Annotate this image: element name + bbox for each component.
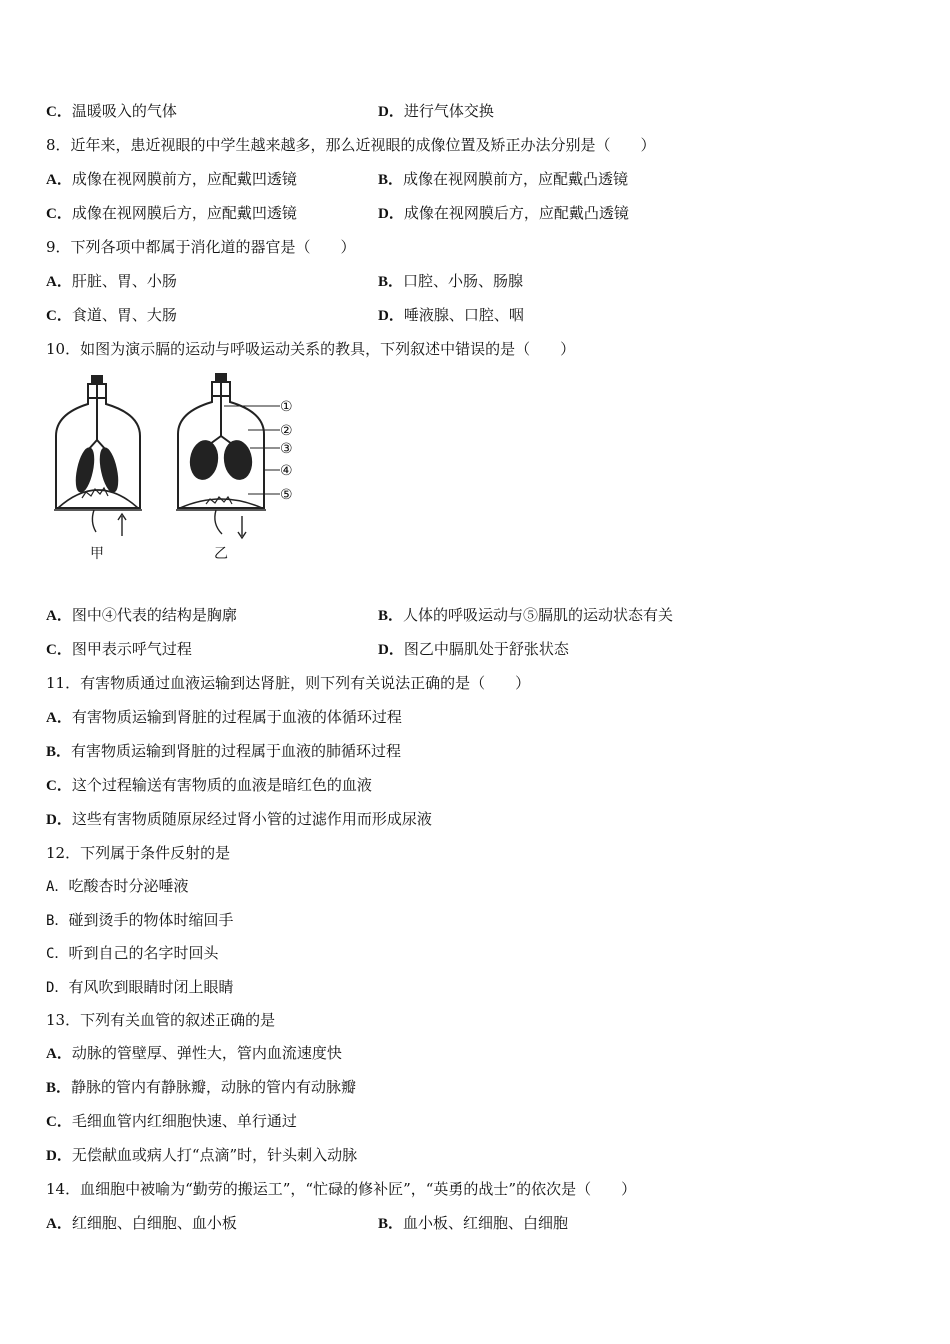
option-text: 听到自己的名字时回头 [68, 944, 219, 962]
q8-option-d [378, 201, 629, 225]
option-label: D． [378, 104, 404, 120]
option-label: C． [46, 1114, 72, 1130]
q13-stem: 13．下列有关血管的叙述正确的是 [46, 1011, 276, 1029]
option-label: D． [46, 812, 72, 828]
q10-option-b [378, 603, 673, 627]
q13-option-c [46, 1109, 297, 1133]
option-label: A． [46, 1046, 72, 1062]
label-yi: 乙 [214, 546, 228, 562]
option-text: 这个过程输送有害物质的血液是暗红色的血液 [71, 776, 372, 794]
option-label: C． [46, 642, 72, 658]
q10-stem: 10．如图为演示膈的运动与呼吸运动关系的教具，下列叙述中错误的是（ ） [46, 340, 576, 358]
option-text: 图中④代表的结构是胸廓 [71, 606, 237, 624]
q13-option-b [46, 1075, 356, 1099]
q12-option-d [46, 975, 233, 999]
q10-option-c [46, 637, 192, 661]
option-label: D． [378, 308, 404, 324]
q9-option-d [378, 303, 524, 327]
marker-1: ① [280, 399, 293, 415]
option-label: C． [46, 946, 69, 962]
option-label: B． [46, 1080, 72, 1096]
q8-option-b [378, 167, 628, 191]
q11-option-a [46, 705, 402, 729]
marker-4: ④ [280, 463, 293, 479]
q11-option-d [46, 807, 432, 831]
option-text: 有害物质运输到肾脏的过程属于血液的肺循环过程 [71, 742, 402, 760]
option-text: 成像在视网膜后方，应配戴凹透镜 [71, 204, 297, 222]
option-label: B． [378, 172, 404, 188]
option-text: 温暖吸入的气体 [71, 102, 177, 120]
option-text: 血小板、红细胞、白细胞 [403, 1214, 569, 1232]
option-text: 无偿献血或病人打“点滴”时，针头刺入动脉 [71, 1146, 358, 1164]
q14-option-a [46, 1211, 237, 1235]
option-label: D． [46, 980, 69, 996]
option-text: 肝脏、胃、小肠 [71, 272, 177, 290]
option-label: D． [46, 1148, 72, 1164]
marker-5: ⑤ [280, 487, 293, 503]
q12-option-a [46, 874, 188, 898]
option-label: A． [46, 608, 72, 624]
option-text: 有害物质运输到肾脏的过程属于血液的体循环过程 [71, 708, 402, 726]
jar-jia [54, 376, 142, 536]
option-label: C． [46, 308, 72, 324]
q12-option-c [46, 941, 218, 965]
q11-option-c [46, 773, 372, 797]
q12-stem: 12．下列属于条件反射的是 [46, 844, 231, 862]
option-label: C． [46, 206, 72, 222]
q10-option-a [46, 603, 237, 627]
jar-yi [176, 374, 280, 538]
option-label: D． [378, 642, 404, 658]
option-text: 人体的呼吸运动与⑤膈肌的运动状态有关 [403, 606, 674, 624]
q9-option-b [378, 269, 523, 293]
option-text: 吃酸杏时分泌唾液 [68, 877, 189, 895]
option-label: D． [378, 206, 404, 222]
q9-option-c [46, 303, 177, 327]
option-label: A． [46, 1216, 72, 1232]
q13-option-a [46, 1041, 342, 1065]
label-jia: 甲 [90, 546, 104, 562]
bell-jar-diagram [52, 370, 312, 566]
option-label: C． [46, 104, 72, 120]
q9-stem: 9．下列各项中都属于消化道的器官是（ ） [46, 238, 356, 256]
marker-3: ③ [280, 441, 293, 457]
q11-stem: 11．有害物质通过血液运输到达肾脏，则下列有关说法正确的是（ ） [46, 674, 531, 692]
option-label: A． [46, 879, 69, 895]
q9-option-a [46, 269, 177, 293]
option-label: B． [46, 744, 72, 760]
option-text: 成像在视网膜后方，应配戴凸透镜 [403, 204, 629, 222]
diaphragm-model-figure [52, 370, 312, 566]
option-label: B． [378, 274, 404, 290]
option-text: 口腔、小肠、肠腺 [403, 272, 524, 290]
option-text: 这些有害物质随原尿经过肾小管的过滤作用而形成尿液 [71, 810, 432, 828]
option-text: 食道、胃、大肠 [71, 306, 177, 324]
option-text: 碰到烫手的物体时缩回手 [68, 911, 234, 929]
q10-option-d [378, 637, 569, 661]
option-text: 图甲表示呼气过程 [71, 640, 192, 658]
option-text: 静脉的管内有静脉瓣，动脉的管内有动脉瓣 [71, 1078, 357, 1096]
option-text: 毛细血管内红细胞快速、单行通过 [71, 1112, 297, 1130]
q8-stem: 8．近年来，患近视眼的中学生越来越多，那么近视眼的成像位置及矫正办法分别是（ ） [46, 136, 656, 154]
option-label: B． [378, 1216, 404, 1232]
q13-option-d [46, 1143, 357, 1167]
option-text: 有风吹到眼睛时闭上眼睛 [68, 978, 234, 996]
option-label: A． [46, 274, 72, 290]
q14-stem: 14．血细胞中被喻为“勤劳的搬运工”，“忙碌的修补匠”，“英勇的战士”的依次是（ ） [46, 1180, 637, 1198]
q7-option-d [378, 99, 494, 123]
q8-option-c [46, 201, 297, 225]
option-text: 成像在视网膜前方，应配戴凹透镜 [71, 170, 297, 188]
q7-option-c [46, 99, 177, 123]
marker-2: ② [280, 423, 293, 439]
q12-option-b [46, 908, 233, 932]
q14-option-b [378, 1211, 568, 1235]
option-text: 成像在视网膜前方，应配戴凸透镜 [403, 170, 629, 188]
option-text: 红细胞、白细胞、血小板 [71, 1214, 237, 1232]
option-label: C． [46, 778, 72, 794]
option-label: A． [46, 172, 72, 188]
option-text: 唾液腺、口腔、咽 [403, 306, 524, 324]
option-text: 动脉的管壁厚、弹性大，管内血流速度快 [71, 1044, 342, 1062]
option-text: 进行气体交换 [403, 102, 494, 120]
option-label: A． [46, 710, 72, 726]
q11-option-b [46, 739, 401, 763]
option-label: B． [378, 608, 404, 624]
option-text: 图乙中膈肌处于舒张状态 [403, 640, 569, 658]
option-label: B． [46, 913, 69, 929]
q8-option-a [46, 167, 297, 191]
